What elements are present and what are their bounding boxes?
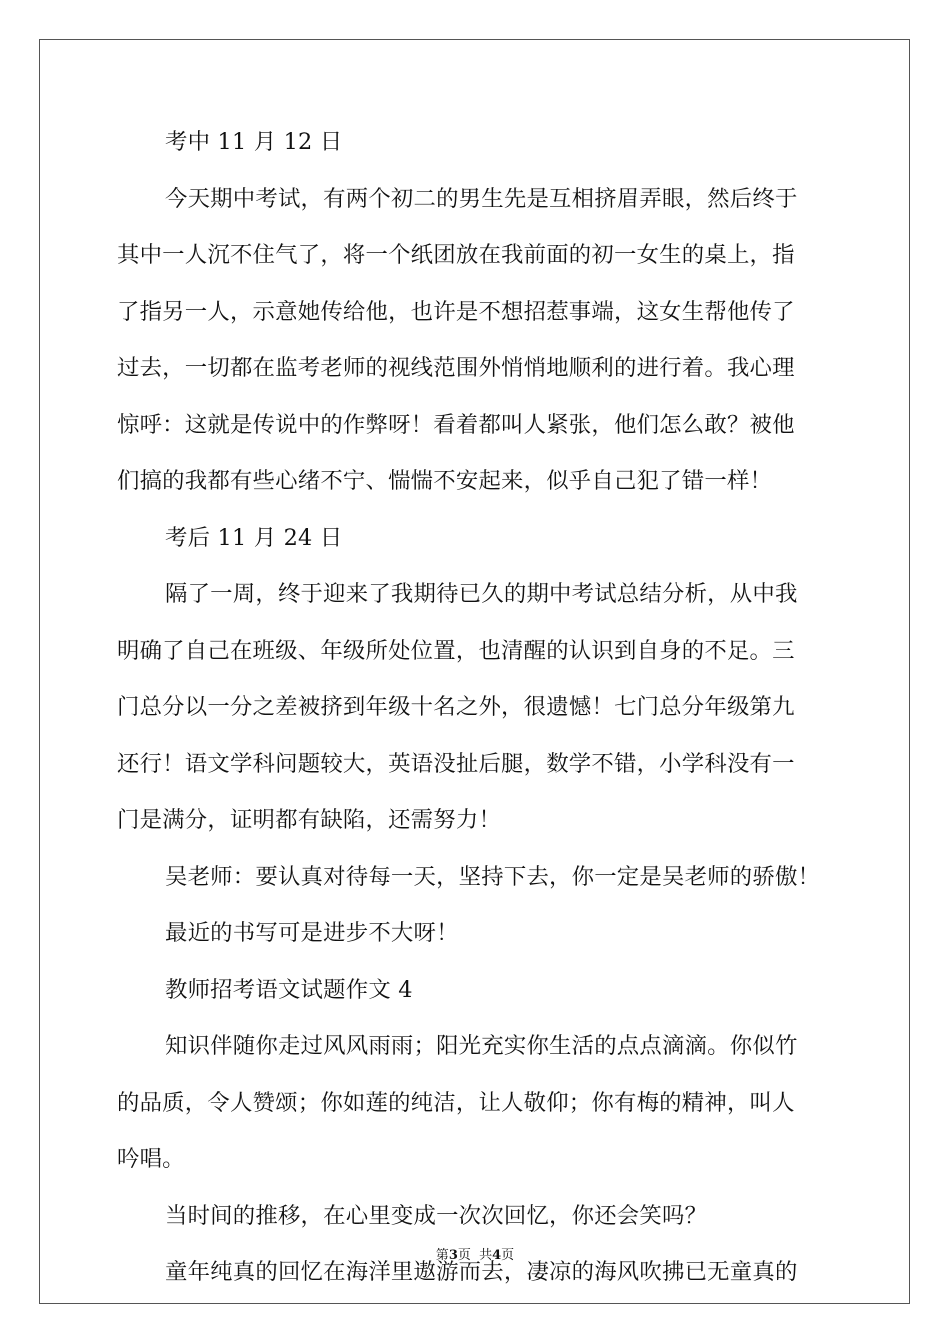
footer-current-page: 3 (448, 1248, 458, 1263)
text-line: 童年纯真的回忆在海洋里遨游而去，凄凉的海风吹拂已无童真的 (165, 1259, 798, 1285)
text-line: 门是满分，证明都有缺陷，还需努力！ (117, 807, 502, 833)
footer-mid: 页 共 (457, 1248, 493, 1263)
text-line: 们搞的我都有些心绪不宁、惴惴不安起来，似乎自己犯了错一样！ (117, 468, 773, 494)
text-line: 当时间的推移，在心里变成一次次回忆，你还会笑吗？ (165, 1202, 708, 1229)
text-line: 明确了自己在班级、年级所处位置，也清醒的认识到自身的不足。三 (117, 637, 795, 664)
page-footer (0, 1247, 950, 1265)
text-line: 其中一人沉不住气了，将一个纸团放在我前面的初一女生的桌上，指 (117, 242, 795, 268)
text-line: 教师招考语文试题作文 4 (165, 976, 413, 1003)
text-line: 的品质，令人赞颂；你如莲的纯洁，让人敬仰；你有梅的精神，叫人 (117, 1089, 795, 1116)
footer-total-pages: 4 (492, 1248, 502, 1263)
text-line: 考后 11 月 24 日 (165, 524, 343, 551)
text-line: 知识伴随你走过风风雨雨；阳光充实你生活的点点滴滴。你似竹 (165, 1033, 798, 1059)
text-line: 还行！语文学科问题较大，英语没扯后腿，数学不错，小学科没有一 (117, 750, 795, 777)
text-line: 门总分以一分之差被挤到年级十名之外，很遗憾！七门总分年级第九 (117, 694, 795, 720)
text-line: 惊呼：这就是传说中的作弊呀！看着都叫人紧张，他们怎么敢？被他 (117, 411, 795, 438)
text-line: 吴老师：要认真对待每一天，坚持下去，你一定是吴老师的骄傲！ (165, 863, 821, 890)
text-line: 了指另一人，示意她传给他，也许是不想招惹事端，这女生帮他传了 (117, 298, 795, 325)
text-line: 吟唱。 (117, 1146, 185, 1172)
footer-suffix: 页 (501, 1248, 515, 1263)
footer-prefix: 第 (435, 1248, 449, 1263)
text-line: 隔了一周，终于迎来了我期待已久的期中考试总结分析，从中我 (165, 581, 798, 607)
text-line: 今天期中考试，有两个初二的男生先是互相挤眉弄眼，然后终于 (165, 185, 798, 212)
text-line: 过去，一切都在监考老师的视线范围外悄悄地顺利的进行着。我心理 (117, 355, 795, 381)
text-line: 考中 11 月 12 日 (165, 129, 343, 155)
text-line: 最近的书写可是进步不大呀！ (165, 920, 459, 946)
